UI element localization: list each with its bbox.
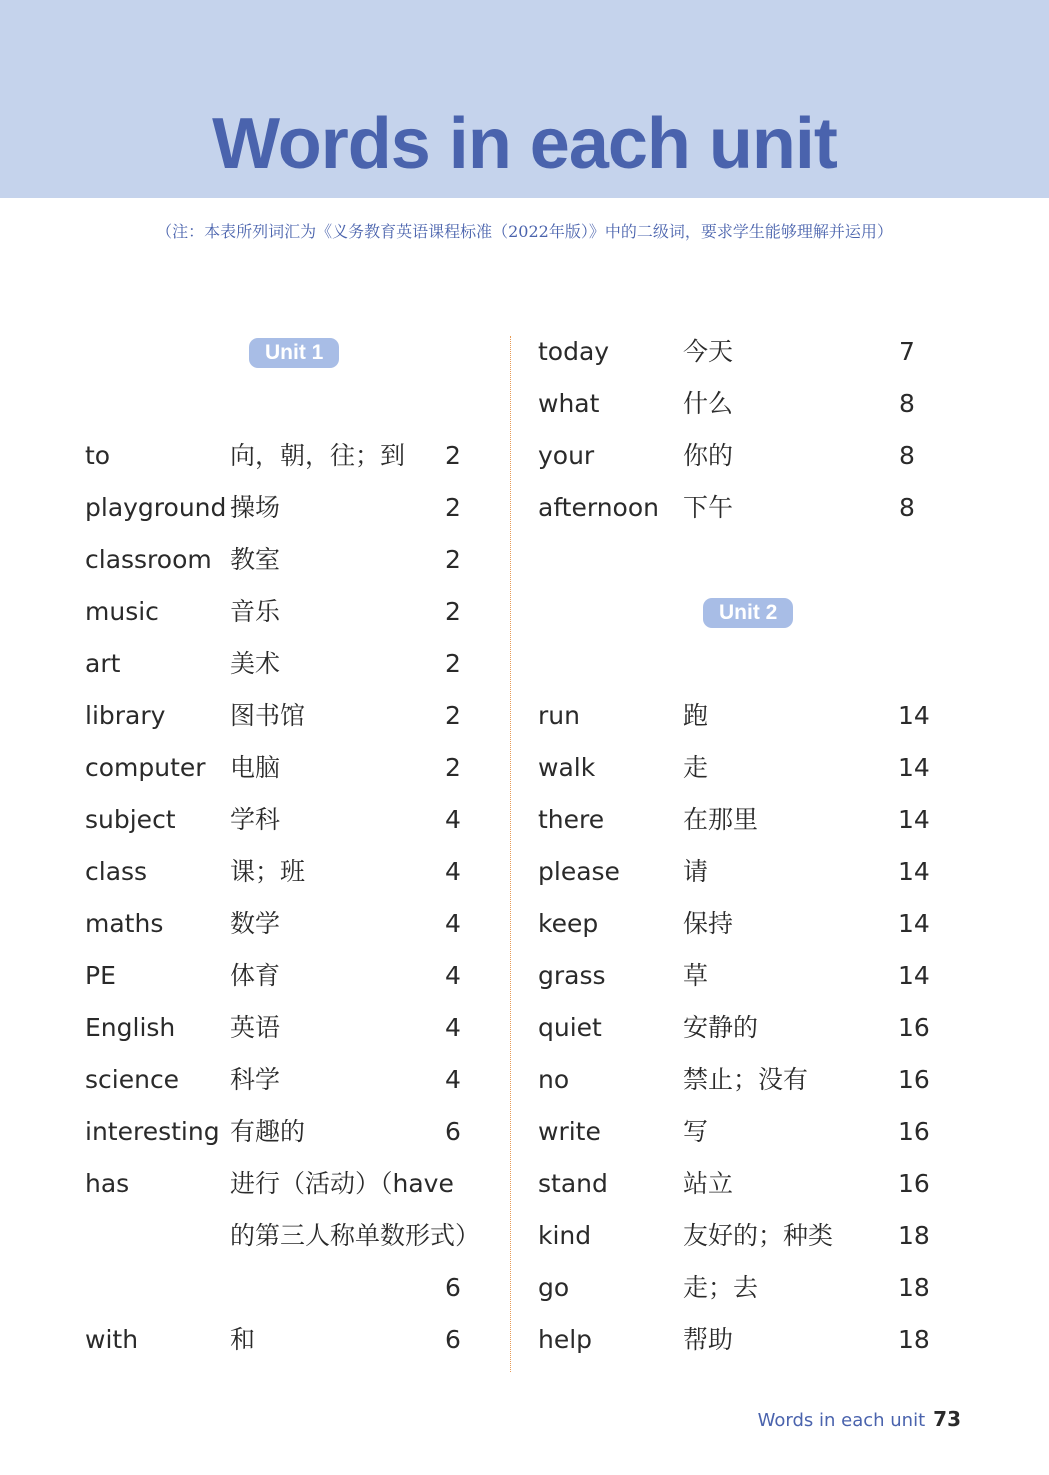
column-divider xyxy=(510,336,511,1372)
word-page: 4 xyxy=(445,1065,461,1094)
word-page: 2 xyxy=(445,545,461,574)
word-english: PE xyxy=(85,961,116,990)
word-page: 14 xyxy=(898,857,930,886)
word-english: science xyxy=(85,1065,180,1094)
word-english: help xyxy=(538,1325,593,1354)
word-meaning-line1: 进行（活动）（have xyxy=(230,1169,454,1198)
word-english: run xyxy=(538,701,580,730)
word-meaning: 帮助 xyxy=(683,1325,734,1354)
word-english: go xyxy=(538,1273,570,1302)
word-meaning: 下午 xyxy=(683,493,734,522)
word-page: 4 xyxy=(445,857,461,886)
word-meaning: 走；去 xyxy=(683,1273,759,1302)
word-english: English xyxy=(85,1013,176,1042)
word-english: write xyxy=(538,1117,601,1146)
word-english: kind xyxy=(538,1221,592,1250)
word-page: 16 xyxy=(898,1013,930,1042)
unit-2-badge: Unit 2 xyxy=(703,598,793,628)
word-meaning: 音乐 xyxy=(230,597,281,626)
word-meaning: 科学 xyxy=(230,1065,281,1094)
word-page: 14 xyxy=(898,805,930,834)
word-meaning: 禁止；没有 xyxy=(683,1065,809,1094)
word-english: class xyxy=(85,857,148,886)
word-page: 4 xyxy=(445,1013,461,1042)
word-english: has xyxy=(85,1169,130,1198)
word-meaning-line2: 的第三人称单数形式） xyxy=(230,1221,481,1250)
word-english: to xyxy=(85,441,111,470)
curriculum-note: （注：本表所列词汇为《义务教育英语课程标准（2022年版）》中的二级词，要求学生能够理解并运用） xyxy=(156,222,893,241)
word-english: playground xyxy=(85,493,227,522)
word-english: library xyxy=(85,701,166,730)
unit-1-badge: Unit 1 xyxy=(249,338,339,368)
word-meaning: 保持 xyxy=(683,909,734,938)
word-english: keep xyxy=(538,909,599,938)
word-meaning: 请 xyxy=(683,857,709,886)
word-page: 8 xyxy=(899,493,915,522)
word-meaning: 英语 xyxy=(230,1013,281,1042)
word-page: 18 xyxy=(898,1273,930,1302)
word-english: walk xyxy=(538,753,596,782)
page-title: Words in each unit xyxy=(212,104,837,184)
word-page: 16 xyxy=(898,1117,930,1146)
word-english: no xyxy=(538,1065,570,1094)
word-page: 2 xyxy=(445,597,461,626)
word-meaning: 体育 xyxy=(230,961,281,990)
word-meaning: 在那里 xyxy=(683,805,759,834)
word-english: music xyxy=(85,597,159,626)
word-meaning: 向，朝，往；到 xyxy=(230,441,406,470)
word-meaning: 安静的 xyxy=(683,1013,759,1042)
word-page: 6 xyxy=(445,1273,461,1302)
word-meaning: 课；班 xyxy=(230,857,306,886)
word-page: 2 xyxy=(445,701,461,730)
word-meaning: 数学 xyxy=(230,909,281,938)
word-page: 14 xyxy=(898,701,930,730)
word-english: please xyxy=(538,857,620,886)
word-english: interesting xyxy=(85,1117,220,1146)
word-meaning: 友好的；种类 xyxy=(683,1221,834,1250)
word-page: 6 xyxy=(445,1117,461,1146)
word-english: today xyxy=(538,337,610,366)
word-meaning: 有趣的 xyxy=(230,1117,306,1146)
word-meaning: 和 xyxy=(230,1325,256,1354)
word-meaning: 什么 xyxy=(683,389,734,418)
word-page: 8 xyxy=(899,441,915,470)
word-meaning: 图书馆 xyxy=(230,701,306,730)
word-meaning: 跑 xyxy=(683,701,709,730)
word-page: 16 xyxy=(898,1065,930,1094)
word-english: your xyxy=(538,441,595,470)
word-page: 7 xyxy=(899,337,915,366)
word-english: quiet xyxy=(538,1013,602,1042)
word-page: 14 xyxy=(898,909,930,938)
page-footer xyxy=(758,1404,961,1434)
word-meaning: 走 xyxy=(683,753,709,782)
word-meaning: 美术 xyxy=(230,649,281,678)
word-page: 18 xyxy=(898,1221,930,1250)
word-page: 4 xyxy=(445,909,461,938)
word-page: 2 xyxy=(445,441,461,470)
word-meaning: 教室 xyxy=(230,545,281,574)
word-page: 18 xyxy=(898,1325,930,1354)
word-page: 2 xyxy=(445,649,461,678)
word-english: classroom xyxy=(85,545,212,574)
word-english: art xyxy=(85,649,121,678)
word-english: there xyxy=(538,805,605,834)
word-page: 4 xyxy=(445,805,461,834)
word-page: 14 xyxy=(898,753,930,782)
word-english: computer xyxy=(85,753,206,782)
word-english: maths xyxy=(85,909,164,938)
word-page: 16 xyxy=(898,1169,930,1198)
word-english: stand xyxy=(538,1169,608,1198)
word-english: grass xyxy=(538,961,606,990)
word-page: 2 xyxy=(445,753,461,782)
word-page: 8 xyxy=(899,389,915,418)
word-english: with xyxy=(85,1325,139,1354)
word-english: afternoon xyxy=(538,493,659,522)
word-page: 2 xyxy=(445,493,461,522)
word-page: 6 xyxy=(445,1325,461,1354)
word-english: what xyxy=(538,389,600,418)
word-meaning: 今天 xyxy=(683,337,734,366)
word-english: subject xyxy=(85,805,176,834)
word-meaning: 站立 xyxy=(683,1169,734,1198)
word-page: 14 xyxy=(898,961,930,990)
word-meaning: 学科 xyxy=(230,805,281,834)
word-meaning: 草 xyxy=(683,961,709,990)
word-meaning: 你的 xyxy=(683,441,734,470)
page-number: 73 xyxy=(933,1407,961,1431)
footer-section-title: Words in each unit xyxy=(757,1410,926,1431)
word-page: 4 xyxy=(445,961,461,990)
word-meaning: 操场 xyxy=(230,493,281,522)
word-meaning: 写 xyxy=(683,1117,709,1146)
word-meaning: 电脑 xyxy=(230,753,281,782)
